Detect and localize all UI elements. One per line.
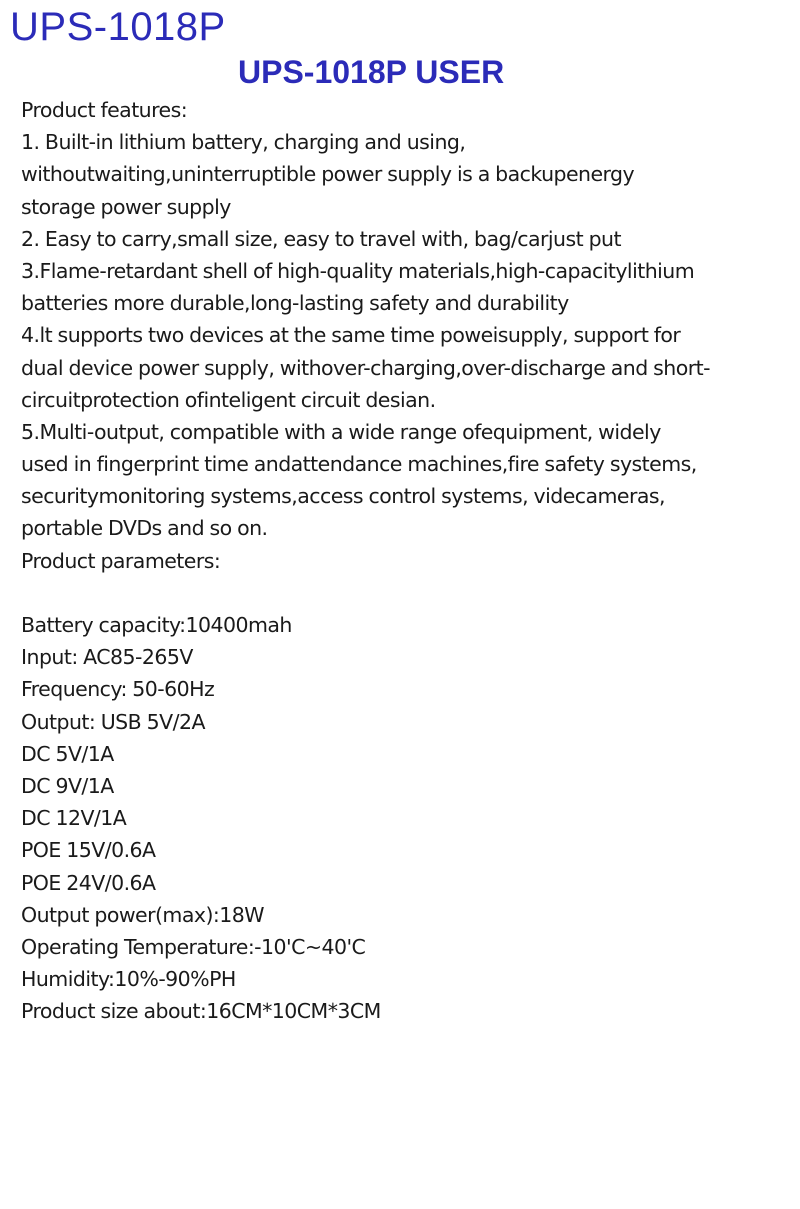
- feature-line: 3.Flame-retardant shell of high-quality materials,high-capacitylithium: [21, 258, 695, 283]
- feature-line: 5.Multi-output, compatible with a wide range ofequipment, widely: [21, 419, 661, 444]
- document-subtitle: UPS-1018P USER: [238, 54, 505, 90]
- feature-line: batteries more durable,long-lasting safety and durability: [21, 291, 569, 316]
- feature-line: used in fingerprint time andattendance machines,fire safety systems,: [21, 452, 697, 477]
- feature-line: securitymonitoring systems,access control systems, videcameras,: [21, 484, 665, 509]
- feature-line: circuitprotection ofinteligent circuit desian.: [21, 387, 436, 412]
- spacer: [21, 577, 791, 609]
- feature-line: withoutwaiting,uninterruptible power supply is a backupenergy: [21, 162, 635, 187]
- parameter-line: Frequency: 50-60Hz: [21, 677, 215, 702]
- parameter-line: POE 24V/0.6A: [21, 870, 156, 895]
- page-title: UPS-1018P: [10, 5, 226, 49]
- parameter-line: Operating Temperature:-10'C~40'C: [21, 934, 366, 959]
- parameter-line: POE 15V/0.6A: [21, 838, 156, 863]
- spec-content: [21, 94, 791, 1027]
- feature-line: 2. Easy to carry,small size, easy to travel with, bag/carjust put: [21, 226, 621, 251]
- feature-line: 1. Built-in lithium battery, charging and using,: [21, 130, 466, 155]
- parameter-line: DC 9V/1A: [21, 773, 114, 798]
- parameter-line: Battery capacity:10400mah: [21, 613, 292, 637]
- parameter-line: DC 12V/1A: [21, 806, 127, 831]
- features-heading: Product features:: [21, 98, 188, 122]
- parameter-line: Output: USB 5V/2A: [21, 709, 205, 734]
- parameter-line: Humidity:10%-90%PH: [21, 967, 236, 992]
- parameter-line: Input: AC85-265V: [21, 645, 193, 670]
- feature-line: dual device power supply, withover-charging,over-discharge and short-: [21, 355, 710, 380]
- feature-line: storage power supply: [21, 194, 231, 219]
- parameter-line: DC 5V/1A: [21, 741, 114, 766]
- parameters-heading: Product parameters:: [21, 548, 221, 573]
- feature-line: 4.lt supports two devices at the same time poweisupply, support for: [21, 323, 681, 348]
- parameter-line: Output power(max):18W: [21, 902, 264, 927]
- parameter-line: Product size about:16CM*10CM*3CM: [21, 999, 381, 1024]
- feature-line: portable DVDs and so on.: [21, 516, 268, 541]
